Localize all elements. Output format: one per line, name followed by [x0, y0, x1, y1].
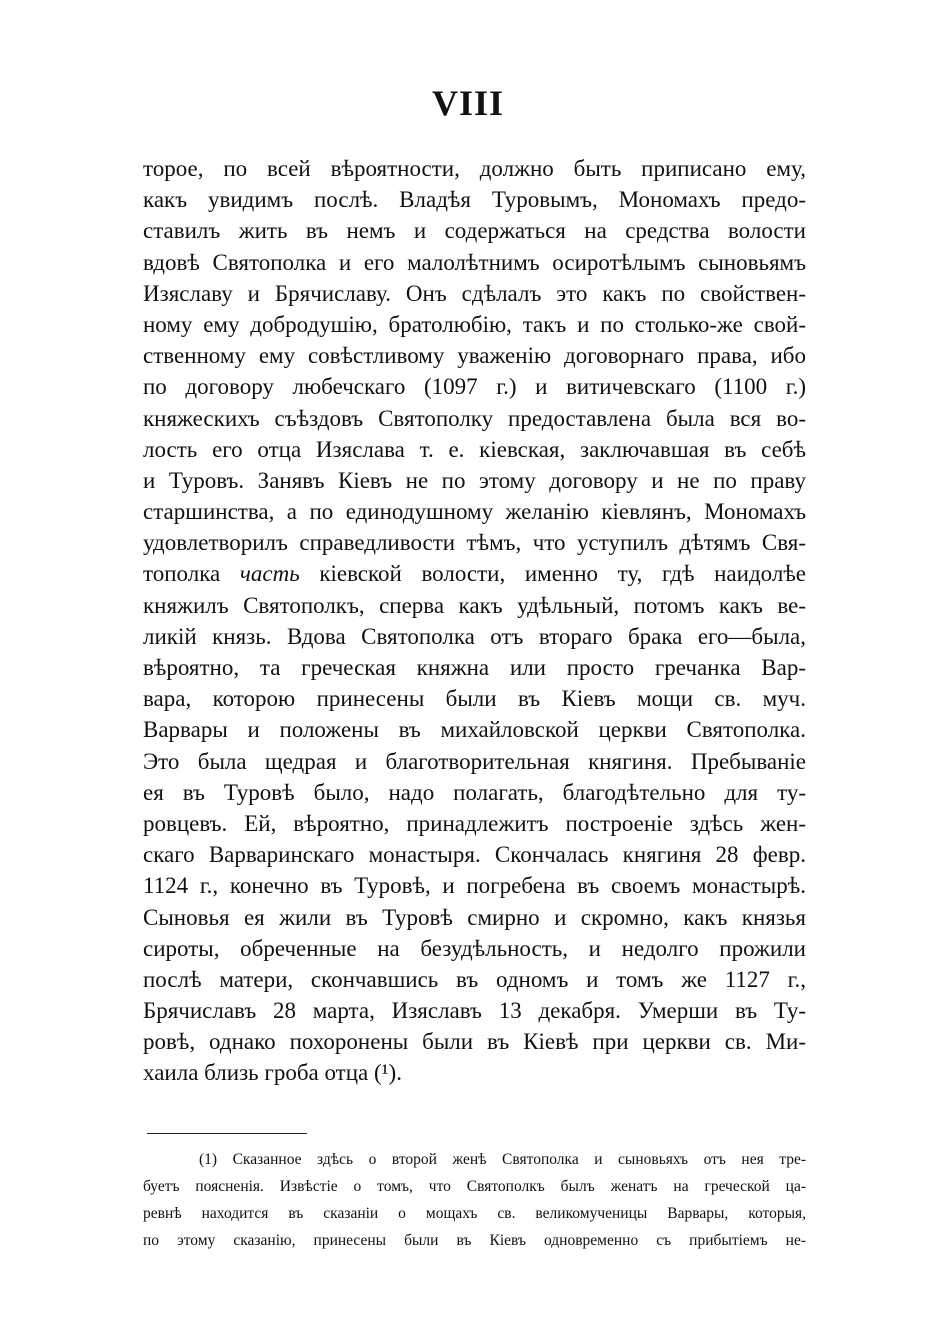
- text-line: Сыновья ея жили въ Туровѣ смирно и скромно, какъ князья: [143, 904, 806, 930]
- text-line: какъ увидимъ послѣ. Владѣя Туровымъ, Мономахъ предо-: [143, 187, 806, 213]
- text-line: ликій князь. Вдова Святополка отъ втораго брака его—была,: [143, 623, 806, 649]
- text-line: сироты, обреченные на безудѣльность, и недолго прожили: [143, 935, 806, 961]
- text-line: вдовѣ Святополка и его малолѣтнимъ осиротѣлымъ сыновьямъ: [143, 249, 806, 275]
- footnote-line: (1) Сказанное здѣсь о второй женѣ Святополка и сыновьяхъ отъ нея тре-: [199, 1151, 806, 1168]
- text-line: Варвары и положены въ михайловской церкви Святополка.: [143, 717, 806, 743]
- text-line: ственному ему совѣстливому уваженію договорнаго права, ибо: [143, 343, 806, 369]
- text-line: хаила близь гроба отца (¹).: [143, 1060, 402, 1086]
- text-line: торое, по всей вѣроятности, должно быть приписано ему,: [143, 156, 806, 181]
- text-line: княжескихъ съѣздовъ Святополку предоставлена была вся во-: [143, 405, 806, 431]
- footnote-divider: [147, 1133, 307, 1134]
- footnote-line: по этому сказанію, принесены были въ Кіевъ одновременно съ прибытіемъ не-: [143, 1232, 806, 1249]
- text-line: удовлетворилъ справедливости тѣмъ, что уступилъ дѣтямъ Свя-: [143, 530, 806, 556]
- text-line: вара, которою принесены были въ Кіевъ мощи св. муч.: [143, 686, 806, 712]
- italic-word: часть: [239, 561, 300, 587]
- text-line: вѣроятно, та греческая княжна или просто гречанка Вар-: [143, 655, 806, 680]
- text-line: 1124 г., конечно въ Туровѣ, и погребена въ своемъ монастырѣ.: [143, 873, 806, 899]
- text-line-with-italic: [143, 558, 806, 589]
- text-segment: кіевской волости, именно ту, гдѣ наидолѣе: [319, 561, 807, 587]
- text-line: Это была щедрая и благотворительная княгиня. Пребываніе: [143, 748, 806, 774]
- text-line: княжилъ Святополкъ, сперва какъ удѣльный, потомъ какъ ве-: [143, 592, 806, 618]
- text-line: Брячиславъ 28 марта, Изяславъ 13 декабря. Умерши въ Ту-: [143, 998, 806, 1024]
- text-line: ставилъ жить въ немъ и содержаться на средства волости: [143, 218, 806, 244]
- text-segment: тополка: [143, 561, 221, 587]
- text-line: Изяславу и Брячиславу. Онъ сдѣлалъ это какъ по свойствен-: [143, 280, 806, 306]
- text-line: и Туровъ. Занявъ Кіевъ не по этому договору и не по праву: [143, 467, 806, 493]
- footnote: [143, 1146, 806, 1254]
- page-number: VIII: [431, 83, 505, 123]
- text-line: ея въ Туровѣ было, надо полагать, благодѣтельно для ту-: [143, 779, 806, 805]
- main-text: [143, 153, 806, 1089]
- footnote-line: буетъ поясненія. Извѣстіе о томъ, что Святополкъ былъ женатъ на греческой ца-: [143, 1178, 806, 1195]
- text-line: ному ему добродушію, братолюбію, такъ и по столько-же свой-: [143, 311, 806, 337]
- text-line: послѣ матери, скончавшись въ одномъ и томъ же 1127 г.,: [143, 966, 806, 992]
- footnote-line: ревнѣ находится въ сказаніи о мощахъ св. великомученицы Варвары, которыя,: [143, 1205, 806, 1222]
- text-line: ровѣ, однако похоронены были въ Кіевѣ при церкви св. Ми-: [143, 1029, 806, 1055]
- text-line: старшинства, а по единодушному желанію кіевлянъ, Мономахъ: [143, 499, 806, 525]
- text-line: ровцевъ. Ей, вѣроятно, принадлежитъ построеніе здѣсь жен-: [143, 810, 806, 836]
- text-line: скаго Варваринскаго монастыря. Скончалась княгиня 28 февр.: [143, 842, 806, 868]
- text-line: по договору любечскаго (1097 г.) и витичевскаго (1100 г.): [143, 374, 806, 400]
- text-line: лость его отца Изяслава т. е. кіевская, заключавшая въ себѣ: [143, 436, 806, 462]
